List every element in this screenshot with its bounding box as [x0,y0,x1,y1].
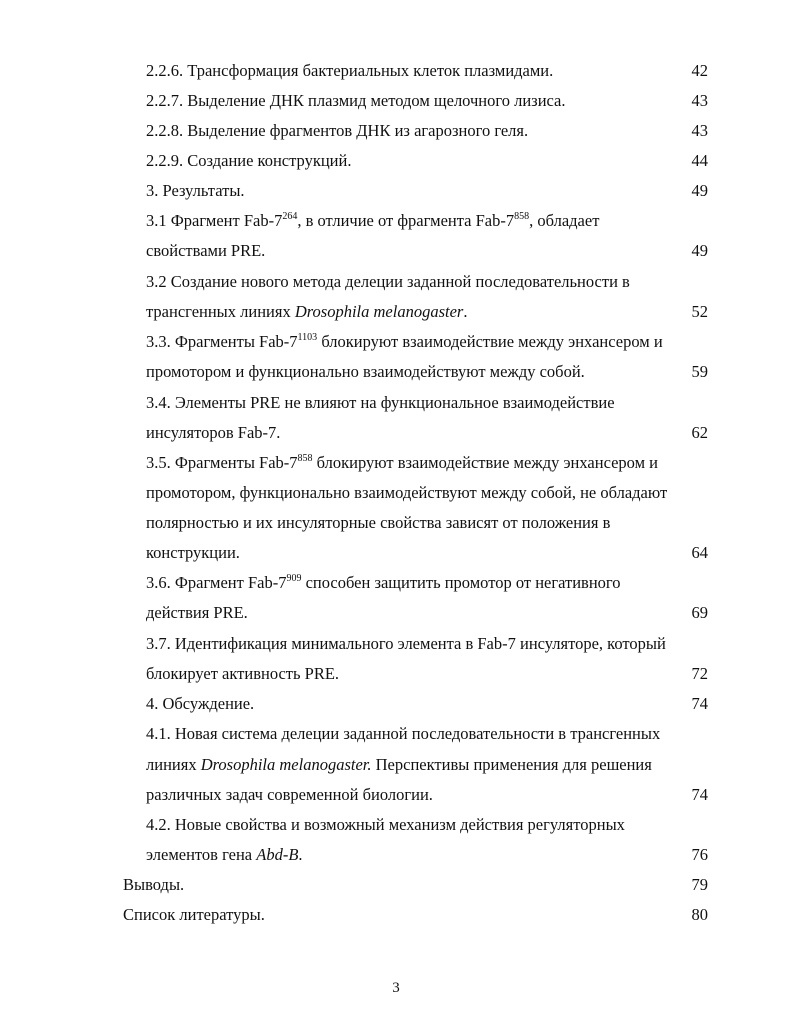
toc-entry-3-6-cont: действия PRE. [146,603,248,622]
toc-entry-4-1-cont-1: линиях Drosophila melanogaster. Перспективы применения для решения [146,755,652,774]
toc-entry-3-5-cont-1: промотором, функционально взаимодействуют между собой, не обладают [146,483,668,502]
toc-entry-3-2: 3.2 Создание нового метода делеции заданной последовательности в [146,272,630,291]
toc-page-3-2: 52 [691,302,708,321]
page-number: 3 [392,980,400,996]
toc-entry-4-1: 4.1. Новая система делеции заданной последовательности в трансгенных [146,724,661,743]
toc-entry-3-7: 3.7. Идентификация минимального элемента в Fab-7 инсуляторе, который [146,634,666,653]
toc-page-3: 49 [691,181,708,200]
toc-entry-3-2-cont: трансгенных линиях Drosophila melanogaster. [146,302,468,321]
toc-entry-4-1-cont-2: различных задач современной биологии. [146,785,433,804]
toc-entry-3-3: 3.3. Фрагменты Fab-$7^{1103}$ блокируют взаимодействие между энхансером и [146,331,663,351]
toc-entry-3-1: 3.1 Фрагмент Fab-$7^{264}$, в отличие от фрагмента Fab-$7^{858}$, обладает [146,210,600,230]
toc-page-3-6: 69 [691,603,708,622]
toc-page-4: 74 [691,694,708,713]
toc-entry-4-2-cont: элементов гена Abd-B. [146,845,303,864]
toc-entry-4-2: 4.2. Новые свойства и возможный механизм действия регуляторных [146,815,625,834]
toc-page-2-2-8: 43 [691,121,708,140]
toc-page-3-7: 72 [691,664,708,683]
toc-page-4-1: 74 [691,785,708,804]
toc-page-2-2-6: 42 [691,61,708,80]
toc-entry-conclusions: Выводы. [123,875,185,894]
toc-page-3-4: 62 [691,423,708,442]
toc-entry-3-1-cont: свойствами PRE. [146,241,266,260]
toc-page-references: 80 [691,905,708,924]
toc-entry-2-2-6: 2.2.6. Трансформация бактериальных клеток плазмидами. [146,61,554,80]
toc-page-conclusions: 79 [691,875,708,894]
toc-entry-3-5-cont-2: полярностью и их инсуляторные свойства зависят от положения в [146,513,611,532]
toc-entry-4: 4. Обсуждение. [146,694,255,713]
toc-page-2-2-7: 43 [691,91,708,110]
toc-page-3-3: 59 [691,362,708,381]
toc-entry-references: Список литературы. [123,905,265,924]
toc-entry-3-4-cont: инсуляторов Fab-7. [146,423,281,442]
toc-page-2-2-9: 44 [691,151,708,170]
toc-entry-2-2-7: 2.2.7. Выделение ДНК плазмид методом щелочного лизиса. [146,91,566,110]
toc-entry-3: 3. Результаты. [146,181,245,200]
toc-entry-3-3-cont: промотором и функционально взаимодействуют между собой. [146,362,585,381]
toc-entry-3-7-cont: блокирует активность PRE. [146,664,340,683]
toc-entry-3-5: 3.5. Фрагменты Fab-$7^{858}$ блокируют взаимодействие между энхансером и [146,452,659,472]
toc-page-3-5: 64 [691,543,708,562]
toc-entry-2-2-8: 2.2.8. Выделение фрагментов ДНК из агарозного геля. [146,121,529,140]
toc-entry-2-2-9: 2.2.9. Создание конструкций. [146,151,352,170]
toc-entry-3-4: 3.4. Элементы PRE не влияют на функциональное взаимодействие [146,393,615,412]
toc-page-3-1: 49 [691,241,708,260]
toc-entry-3-5-cont-3: конструкции. [146,543,240,562]
toc-page-4-2: 76 [691,845,708,864]
toc-entry-3-6: 3.6. Фрагмент Fab-$7^{909}$ способен защитить промотор от негативного [146,572,621,592]
